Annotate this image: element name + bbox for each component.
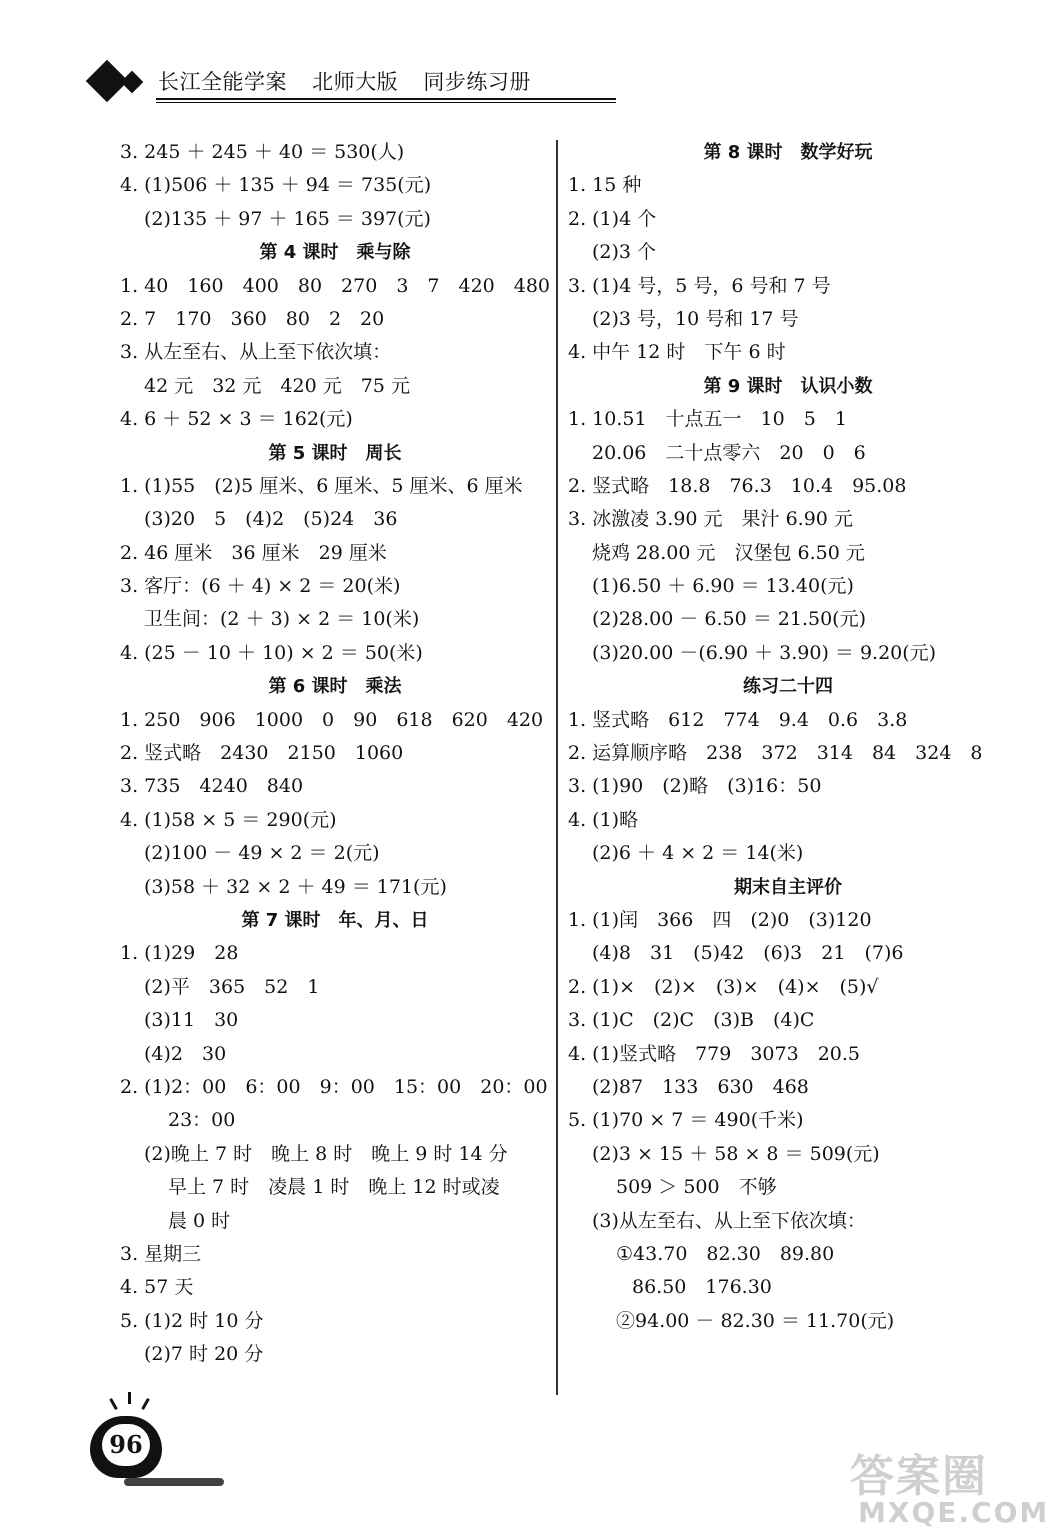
watermark-text: 答案圈 <box>850 1451 988 1502</box>
answer-line: (2)平 365 52 1 <box>144 975 320 998</box>
answer-line: 2. 运算顺序略 238 372 314 84 324 8 <box>568 742 983 765</box>
answer-line: (3)20 5 (4)2 (5)24 36 <box>144 508 398 531</box>
answer-line: 3. 星期三 <box>120 1242 202 1265</box>
section-heading: 第 6 课时 乘法 <box>268 676 402 698</box>
answer-line: (3)20.00 －(6.90 ＋ 3.90) ＝ 9.20(元) <box>592 641 937 664</box>
ray-mark <box>141 1398 150 1410</box>
answer-line: (2)晚上 7 时 晚上 8 时 晚上 9 时 14 分 <box>144 1142 508 1165</box>
section-heading: 期末自主评价 <box>734 876 842 898</box>
answer-line: 3. (1)C (2)C (3)B (4)C <box>568 1009 815 1032</box>
header-rule <box>156 98 616 100</box>
section-heading: 第 4 课时 乘与除 <box>259 242 411 264</box>
page-header <box>78 60 548 110</box>
answer-line: ①43.70 82.30 89.80 <box>616 1242 835 1265</box>
answer-line: 卫生间：(2 ＋ 3) × 2 ＝ 10(米) <box>144 608 420 631</box>
answer-line: 3. 735 4240 840 <box>120 775 304 798</box>
answer-line: (3)从左至右、从上至下依次填： <box>592 1209 866 1232</box>
answer-line: 2. (1)× (2)× (3)× (4)× (5)√ <box>568 975 879 998</box>
header-book: 同步练习册 <box>423 70 531 94</box>
answer-line: 3. 客厅：(6 ＋ 4) × 2 ＝ 20(米) <box>120 575 401 598</box>
answer-line: 4. (1)竖式略 779 3073 20.5 <box>568 1042 861 1065</box>
answer-line: 5. (1)70 × 7 ＝ 490(千米) <box>568 1109 804 1132</box>
answer-line: 2. (1)2：00 6：00 9：00 15：00 20：00 <box>120 1075 548 1098</box>
answer-line: 晨 0 时 <box>168 1209 231 1232</box>
ray-mark <box>109 1398 118 1410</box>
answer-line: (2)6 ＋ 4 × 2 ＝ 14(米) <box>592 842 804 865</box>
answer-line: 2. 46 厘米 36 厘米 29 厘米 <box>120 541 387 564</box>
answer-line: (2)3 号，10 号和 17 号 <box>592 307 799 330</box>
answer-line: (4)8 31 (5)42 (6)3 21 (7)6 <box>592 942 904 965</box>
answer-line: 3. 从左至右、从上至下依次填： <box>120 341 392 364</box>
section-heading: 练习二十四 <box>743 676 833 698</box>
header-rule-thin <box>156 102 616 103</box>
answer-line: 1. 250 906 1000 0 90 618 620 420 <box>120 708 544 731</box>
section-heading: 第 7 课时 年、月、日 <box>241 909 429 931</box>
answer-line: 5. (1)2 时 10 分 <box>120 1309 264 1332</box>
header-title <box>158 66 549 96</box>
answer-line: (4)2 30 <box>144 1042 227 1065</box>
answer-line: 4. 6 ＋ 52 × 3 ＝ 162(元) <box>120 408 353 431</box>
watermark <box>846 1440 1049 1536</box>
header-edition: 北师大版 <box>312 70 399 94</box>
answer-line: 4. (1)略 <box>568 808 639 831</box>
answer-line: 86.50 176.30 <box>632 1276 772 1299</box>
ray-mark <box>128 1392 131 1404</box>
answer-line: 1. 竖式略 612 774 9.4 0.6 3.8 <box>568 708 908 731</box>
diamond-small-icon <box>121 71 144 94</box>
answer-line: 早上 7 时 凌晨 1 时 晚上 12 时或凌 <box>168 1176 500 1199</box>
column-divider <box>556 140 558 1395</box>
answer-line: 4. (25 － 10 ＋ 10) × 2 ＝ 50(米) <box>120 641 423 664</box>
section-heading: 第 8 课时 数学好玩 <box>703 142 873 163</box>
answer-line: 烧鸡 28.00 元 汉堡包 6.50 元 <box>592 541 865 564</box>
page-number-badge <box>84 1390 194 1500</box>
answer-line: 2. 7 170 360 80 2 20 <box>120 307 385 330</box>
answer-line: 23：00 <box>168 1109 236 1132</box>
answer-line: 42 元 32 元 420 元 75 元 <box>144 374 410 397</box>
answer-line: 2. 竖式略 18.8 76.3 10.4 95.08 <box>568 474 907 497</box>
answer-line: 1. (1)闰 366 四 (2)0 (3)120 <box>568 908 872 931</box>
answer-line: 3. 冰激凌 3.90 元 果汁 6.90 元 <box>568 508 853 531</box>
watermark-url: MXQE.COM <box>858 1496 1049 1529</box>
answer-line: 3. (1)90 (2)略 (3)16：50 <box>568 775 822 798</box>
left-answer-column <box>120 136 550 1371</box>
answer-line: 3. 245 ＋ 245 ＋ 40 ＝ 530(人) <box>120 141 405 163</box>
answer-line: 1. (1)55 (2)5 厘米、6 厘米、5 厘米、6 厘米 <box>120 474 523 497</box>
answer-line: (2)3 × 15 ＋ 58 × 8 ＝ 509(元) <box>592 1142 880 1165</box>
answer-line: ②94.00 － 82.30 ＝ 11.70(元) <box>616 1309 895 1332</box>
answer-line: (1)6.50 ＋ 6.90 ＝ 13.40(元) <box>592 575 854 598</box>
answer-line: 4. (1)506 ＋ 135 ＋ 94 ＝ 735(元) <box>120 174 432 197</box>
answer-line: 3. (1)4 号，5 号，6 号和 7 号 <box>568 274 831 297</box>
answer-line: (3)11 30 <box>144 1009 239 1032</box>
answer-line: 509 ＞ 500 不够 <box>616 1176 777 1199</box>
answer-line: 4. (1)58 × 5 ＝ 290(元) <box>120 808 337 831</box>
answer-line: 1. 10.51 十点五一 10 5 1 <box>568 408 847 431</box>
answer-line: (2)7 时 20 分 <box>144 1343 264 1366</box>
section-heading: 第 9 课时 认识小数 <box>703 375 873 397</box>
section-heading: 第 5 课时 周长 <box>268 442 402 464</box>
answer-line: 1. 40 160 400 80 270 3 7 420 480 <box>120 274 551 297</box>
answer-line: (3)58 ＋ 32 × 2 ＋ 49 ＝ 171(元) <box>144 875 447 898</box>
answer-line: 4. 57 天 <box>120 1276 194 1299</box>
answer-line: (2)3 个 <box>592 241 657 264</box>
answer-line: 1. 15 种 <box>568 174 642 197</box>
answer-line: 2. 竖式略 2430 2150 1060 <box>120 742 404 765</box>
right-answer-column <box>568 136 1008 1338</box>
page-number-underline <box>124 1478 224 1486</box>
answer-line: (2)28.00 － 6.50 ＝ 21.50(元) <box>592 608 866 631</box>
answer-line: (2)135 ＋ 97 ＋ 165 ＝ 397(元) <box>144 207 431 230</box>
header-series: 长江全能学案 <box>158 70 287 94</box>
answer-line: 4. 中午 12 时 下午 6 时 <box>568 341 786 364</box>
answer-line: (2)87 133 630 468 <box>592 1075 809 1098</box>
answer-line: 2. (1)4 个 <box>568 207 657 230</box>
answer-line: 20.06 二十点零六 20 0 6 <box>592 441 866 464</box>
answer-line: (2)100 － 49 × 2 ＝ 2(元) <box>144 842 380 865</box>
page-number: 96 <box>102 1424 150 1466</box>
answer-line: 1. (1)29 28 <box>120 942 239 965</box>
